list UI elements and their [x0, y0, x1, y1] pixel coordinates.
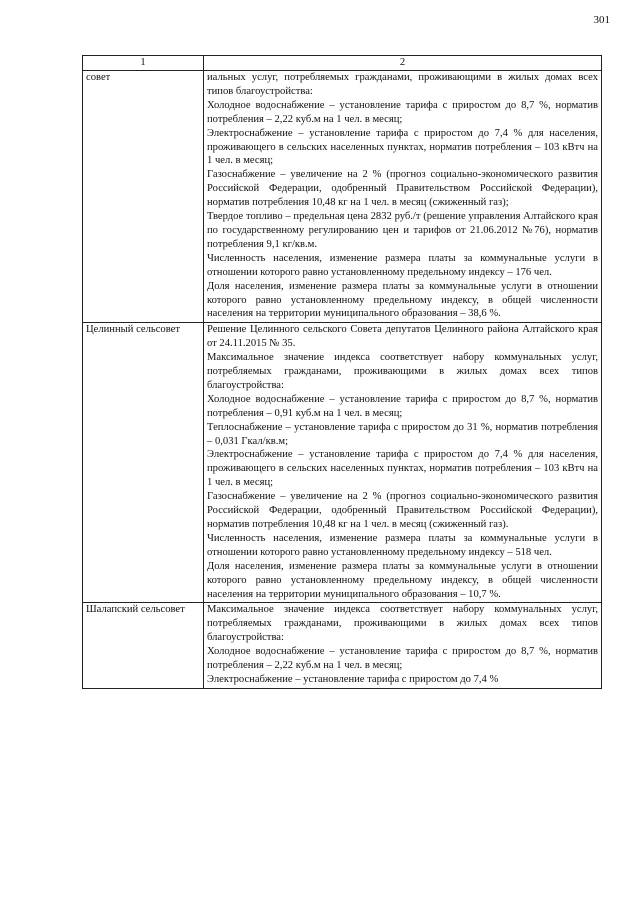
page-number: 301 — [593, 14, 610, 26]
paragraph: Газоснабжение – увеличение на 2 % (прогноз социально-экономического развития Российской Федерации, одобренный Правительством Российской Федерации), норматив потребления 10,48 кг на 1 чел. в месяц (сжиженный газ); — [207, 169, 598, 209]
paragraph: Численность населения, изменение размера платы за коммунальные услуги в отношении которого равно установленному предельному индексу – 518 чел. — [207, 532, 598, 558]
paragraph: Доля населения, изменение размера платы за коммунальные услуги в отношении которого равно установленному предельному индексу, в общей численности населения на территории муниципального образования – 38,6 %. — [207, 280, 598, 320]
municipality-name: совет — [83, 71, 204, 323]
description-cell — [204, 323, 602, 603]
paragraph: Электроснабжение – установление тарифа с приростом до 7,4 % для населения, проживающего в сельских населенных пунктах, норматив потребления – 103 кВтч на 1 чел. в месяц; — [207, 127, 598, 167]
description-cell — [204, 71, 602, 323]
paragraph: Электроснабжение – установление тарифа с приростом до 7,4 % — [207, 673, 499, 685]
paragraph: Твердое топливо – предельная цена 2832 руб./т (решение управления Алтайского края по государственному регулированию цен и тарифов от 21.06.2012 №76), норматив потребления 9,1 кг/кв.м. — [207, 211, 598, 250]
table-row — [83, 323, 602, 603]
paragraph: Решение Целинного сельского Совета депутатов Целинного района Алтайского края от 24.11.2015 № 35. — [207, 324, 598, 350]
description-cell — [204, 603, 602, 688]
table-row — [83, 71, 602, 323]
paragraph: Доля населения, изменение размера платы за коммунальные услуги в отношении которого равно установленному предельному индексу, в общей численности населения на территории муниципального образования – 10,7 %. — [207, 560, 598, 600]
paragraph: Холодное водоснабжение – установление тарифа с приростом до 8,7 %, норматив потребления – 2,22 куб.м на 1 чел. в месяц; — [207, 99, 598, 125]
table-row — [83, 603, 602, 688]
table-header-row — [83, 56, 602, 71]
paragraph: Максимальное значение индекса соответствует набору коммунальных услуг, потребляемых гражданами, проживающими в жилых домах всех типов благоустройства: — [207, 352, 598, 391]
paragraph: Максимальное значение индекса соответствует набору коммунальных услуг, потребляемых гражданами, проживающими в жилых домах всех типов благоустройства: — [207, 604, 598, 644]
paragraph: иальных услуг, потребляемых гражданами, проживающими в жилых домах всех типов благоустройства: — [207, 72, 598, 97]
tariff-table — [82, 55, 602, 689]
header-col-1: 1 — [83, 56, 204, 71]
header-col-2: 2 — [204, 56, 602, 71]
paragraph: Холодное водоснабжение – установление тарифа с приростом до 8,7 %, норматив потребления – 2,22 куб.м на 1 чел. в месяц; — [207, 646, 598, 672]
paragraph: Численность населения, изменение размера платы за коммунальные услуги в отношении которого равно установленному предельному индексу – 176 чел. — [207, 252, 598, 278]
municipality-name: Целинный сельсовет — [83, 323, 204, 603]
paragraph: Электроснабжение – установление тарифа с приростом до 7,4 % для населения, проживающего в сельских населенных пунктах, норматив потребления – 103 кВтч на 1 чел. в месяц; — [207, 449, 598, 489]
municipality-name: Шалапский сельсовет — [83, 603, 204, 688]
paragraph: Теплоснабжение – установление тарифа с приростом до 31 %, норматив потребления – 0,031 Гкал/кв.м; — [207, 421, 598, 447]
paragraph: Газоснабжение – увеличение на 2 % (прогноз социально-экономического развития Российской Федерации, одобренный Правительством Российской Федерации), норматив потребления 10,48 кг на 1 чел. в месяц (сжиженный газ). — [207, 491, 598, 530]
paragraph: Холодное водоснабжение – установление тарифа с приростом до 8,7 %, норматив потребления – 0,91 куб.м на 1 чел. в месяц; — [207, 393, 598, 419]
